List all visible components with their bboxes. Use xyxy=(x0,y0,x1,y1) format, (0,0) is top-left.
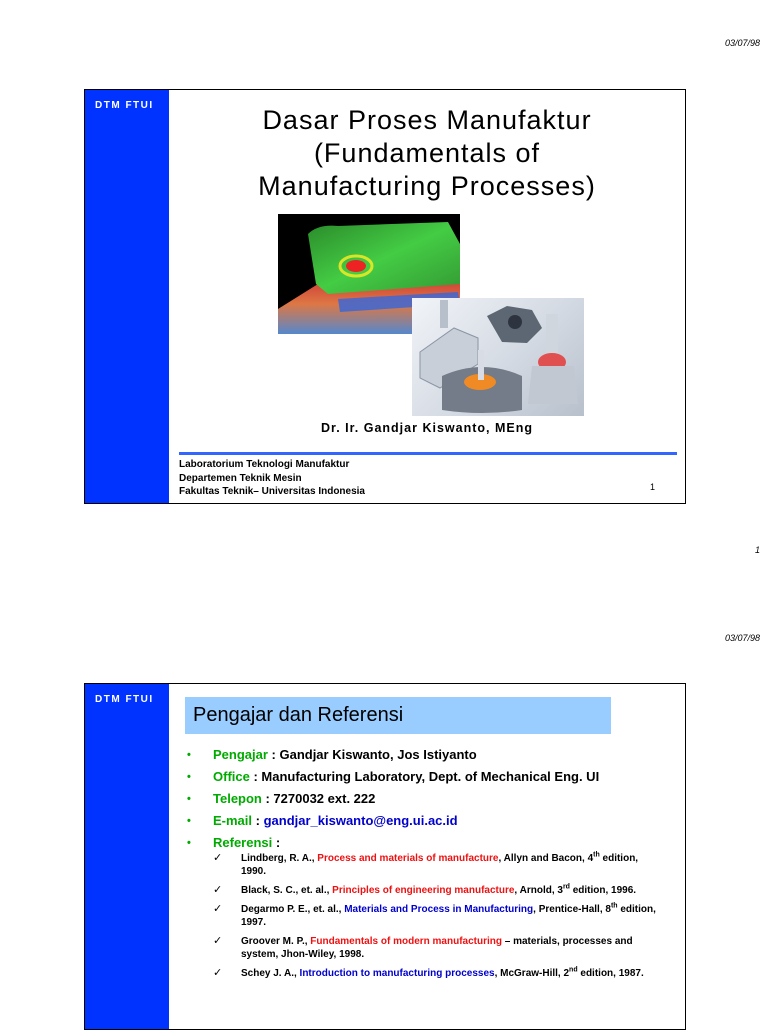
list-item xyxy=(185,812,665,834)
check-mark-icon: ✓ xyxy=(213,967,223,979)
sidebar-label: DTM FTUI xyxy=(95,100,154,111)
title-box xyxy=(185,697,611,734)
bullet-list xyxy=(185,746,665,856)
ref-author: Degarmo P. E., et. al., xyxy=(241,904,345,915)
sidebar-label: DTM FTUI xyxy=(95,694,154,705)
check-mark-icon: ✓ xyxy=(213,852,223,864)
bullet-dot-icon: • xyxy=(187,771,191,783)
slide-number: 1 xyxy=(649,482,655,492)
page-date: 03/07/98 xyxy=(724,633,760,643)
ref-author: Groover M. P., xyxy=(241,936,311,947)
ref-publisher: , Arnold, 3 xyxy=(514,885,563,896)
ref-publisher: , Allyn and Bacon, 4 xyxy=(498,853,594,864)
ref-sup: th xyxy=(610,902,618,910)
item-key: Pengajar xyxy=(213,747,268,762)
check-mark-icon: ✓ xyxy=(213,903,223,915)
ref-title: Materials and Process in Manufacturing xyxy=(344,904,534,915)
item-key: Telepon xyxy=(213,791,262,806)
title-line: Manufacturing Processes) xyxy=(258,171,596,201)
list-item xyxy=(185,790,665,812)
ref-publisher: – materials, processes and system, Jhon-Wiley, 1998. xyxy=(241,936,633,960)
ref-edition: edition, 1990. xyxy=(241,853,639,877)
title-line: (Fundamentals of xyxy=(313,138,541,168)
footer-line: Departemen Teknik Mesin xyxy=(179,472,302,484)
ref-publisher: , McGraw-Hill, 2 xyxy=(494,968,570,979)
ref-author: Schey J. A., xyxy=(241,968,300,979)
ref-title: Fundamentals of modern manufacturing xyxy=(310,936,502,947)
reference-item xyxy=(213,852,658,878)
item-text: : Manufacturing Laboratory, Dept. of Mechanical Eng. UI xyxy=(249,769,600,784)
page-number: 1 xyxy=(754,545,760,555)
ref-edition: edition, 1987. xyxy=(577,968,644,979)
ref-sup: nd xyxy=(569,966,578,974)
slide-sidebar xyxy=(85,90,169,503)
slide-title xyxy=(84,89,686,504)
item-text: : 7270032 ext. 222 xyxy=(261,791,376,806)
ref-author: Black, S. C., et. al., xyxy=(241,885,333,896)
footer-line: Laboratorium Teknologi Manufaktur xyxy=(179,459,350,470)
reference-item xyxy=(213,967,658,980)
bullet-dot-icon: • xyxy=(187,749,191,761)
ref-edition: edition, 1997. xyxy=(241,904,656,928)
check-mark-icon: ✓ xyxy=(213,935,223,947)
bullet-dot-icon: • xyxy=(187,837,191,849)
item-key: Office xyxy=(213,769,250,784)
list-item xyxy=(185,768,665,790)
bullet-dot-icon: • xyxy=(187,793,191,805)
slide-references xyxy=(84,683,686,1030)
reference-item xyxy=(213,903,658,929)
item-key: Referensi xyxy=(213,835,273,850)
email-link[interactable]: gandjar_kiswanto@eng.ui.ac.id xyxy=(263,813,458,828)
cad-cam-image xyxy=(412,298,584,416)
ref-edition: edition, 1996. xyxy=(569,885,637,896)
list-item xyxy=(185,746,665,768)
check-mark-icon: ✓ xyxy=(213,884,223,896)
ref-publisher: , Prentice-Hall, 8 xyxy=(533,904,611,915)
item-text: : Gandjar Kiswanto, Jos Istiyanto xyxy=(267,747,477,762)
title-line: Dasar Proses Manufaktur xyxy=(262,105,592,135)
ref-title: Introduction to manufacturing processes xyxy=(299,968,495,979)
slide-footer xyxy=(179,458,365,499)
ref-author: Lindberg, R. A., xyxy=(241,853,318,864)
ref-title: Process and materials of manufacture xyxy=(317,853,499,864)
reference-item xyxy=(213,935,658,961)
ref-sup: rd xyxy=(562,883,570,891)
footer-divider xyxy=(179,452,677,455)
reference-item xyxy=(213,884,658,897)
bullet-dot-icon: • xyxy=(187,815,191,827)
slide-title-heading xyxy=(169,104,685,203)
item-text: : xyxy=(272,835,281,850)
footer-line: Fakultas Teknik– Universitas Indonesia xyxy=(179,486,365,497)
page-date: 03/07/98 xyxy=(724,38,760,48)
ref-title: Principles of engineering manufacture xyxy=(332,885,515,896)
slide-sidebar xyxy=(85,684,169,1029)
reference-list xyxy=(213,852,658,986)
item-key: E-mail xyxy=(213,813,253,828)
item-text: : xyxy=(252,813,264,828)
slide-title-heading: Pengajar dan Referensi xyxy=(193,704,404,726)
ref-sup: th xyxy=(593,851,600,859)
author-name: Dr. Ir. Gandjar Kiswanto, MEng xyxy=(321,421,533,435)
